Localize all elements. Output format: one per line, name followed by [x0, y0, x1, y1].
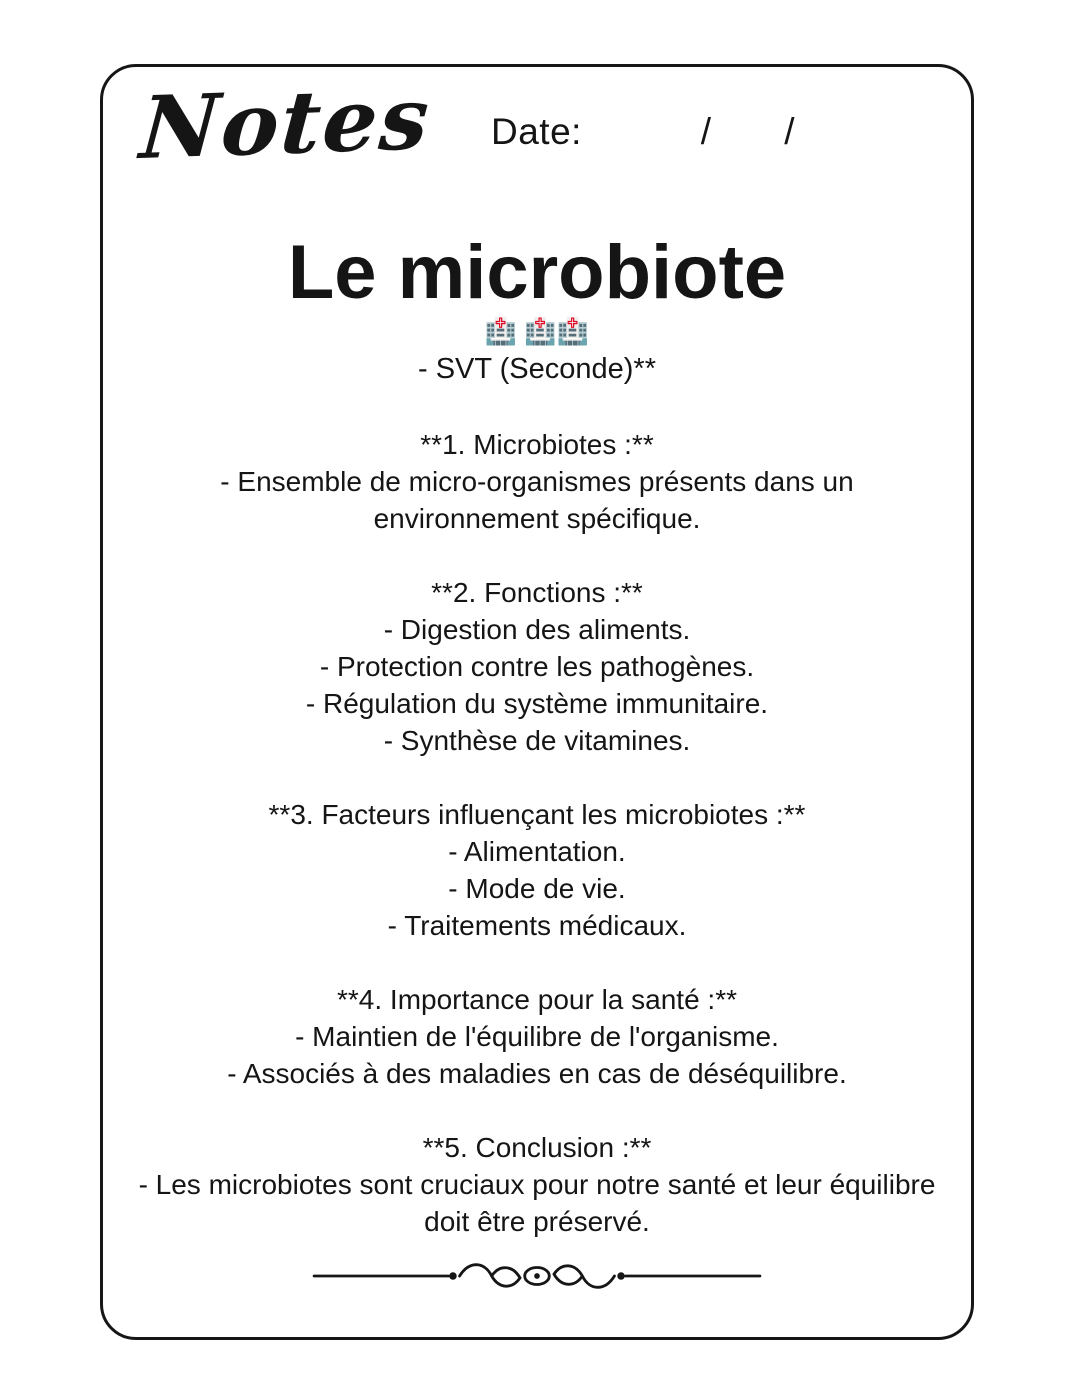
section-fonctions — [132, 574, 942, 759]
section-heading: **1. Microbiotes :** — [420, 428, 654, 460]
section-heading: **5. Conclusion :** — [422, 1131, 652, 1163]
page-title: Le microbiote — [287, 230, 787, 315]
note-line: - Associés à des maladies en cas de déséquilibre. — [227, 1057, 847, 1089]
notes-sheet — [100, 64, 974, 1340]
note-line: - Régulation du système immunitaire. — [305, 687, 769, 719]
note-line: - Ensemble de micro-organismes présents dans un environnement spécifique. — [220, 465, 854, 534]
section-importance — [132, 981, 942, 1092]
date-row — [491, 111, 795, 153]
section-heading: **3. Facteurs influençant les microbiotes :** — [268, 798, 806, 830]
decorative-divider-flourish — [307, 1259, 767, 1293]
note-line: - Alimentation. — [448, 835, 626, 867]
date-slash-1: / — [700, 111, 712, 152]
notes-logo: Notes — [137, 67, 434, 180]
section-heading: **4. Importance pour la santé :** — [336, 983, 737, 1015]
section-microbiotes — [132, 426, 942, 537]
note-line: - Mode de vie. — [448, 872, 626, 904]
note-line: - Synthèse de vitamines. — [383, 724, 691, 756]
note-line: - Les microbiotes sont cruciaux pour notre santé et leur équilibre doit être préservé. — [138, 1168, 936, 1237]
section-facteurs — [132, 796, 942, 944]
section-heading: **2. Fonctions :** — [431, 576, 643, 608]
section-conclusion — [132, 1129, 942, 1240]
note-line: - Traitements médicaux. — [387, 909, 687, 941]
notes-content — [132, 426, 942, 1240]
date-slash-2: / — [784, 111, 796, 152]
note-line: - Protection contre les pathogènes. — [319, 650, 755, 682]
note-line: - Digestion des aliments. — [383, 613, 691, 645]
note-line: - Maintien de l'équilibre de l'organisme. — [295, 1020, 779, 1052]
hospital-emoji-row: 🏥 🏥🏥 — [484, 315, 590, 346]
subtitle: - SVT (Seconde)** — [417, 352, 657, 385]
sheet-header — [103, 67, 971, 207]
date-label: Date: — [491, 111, 582, 152]
